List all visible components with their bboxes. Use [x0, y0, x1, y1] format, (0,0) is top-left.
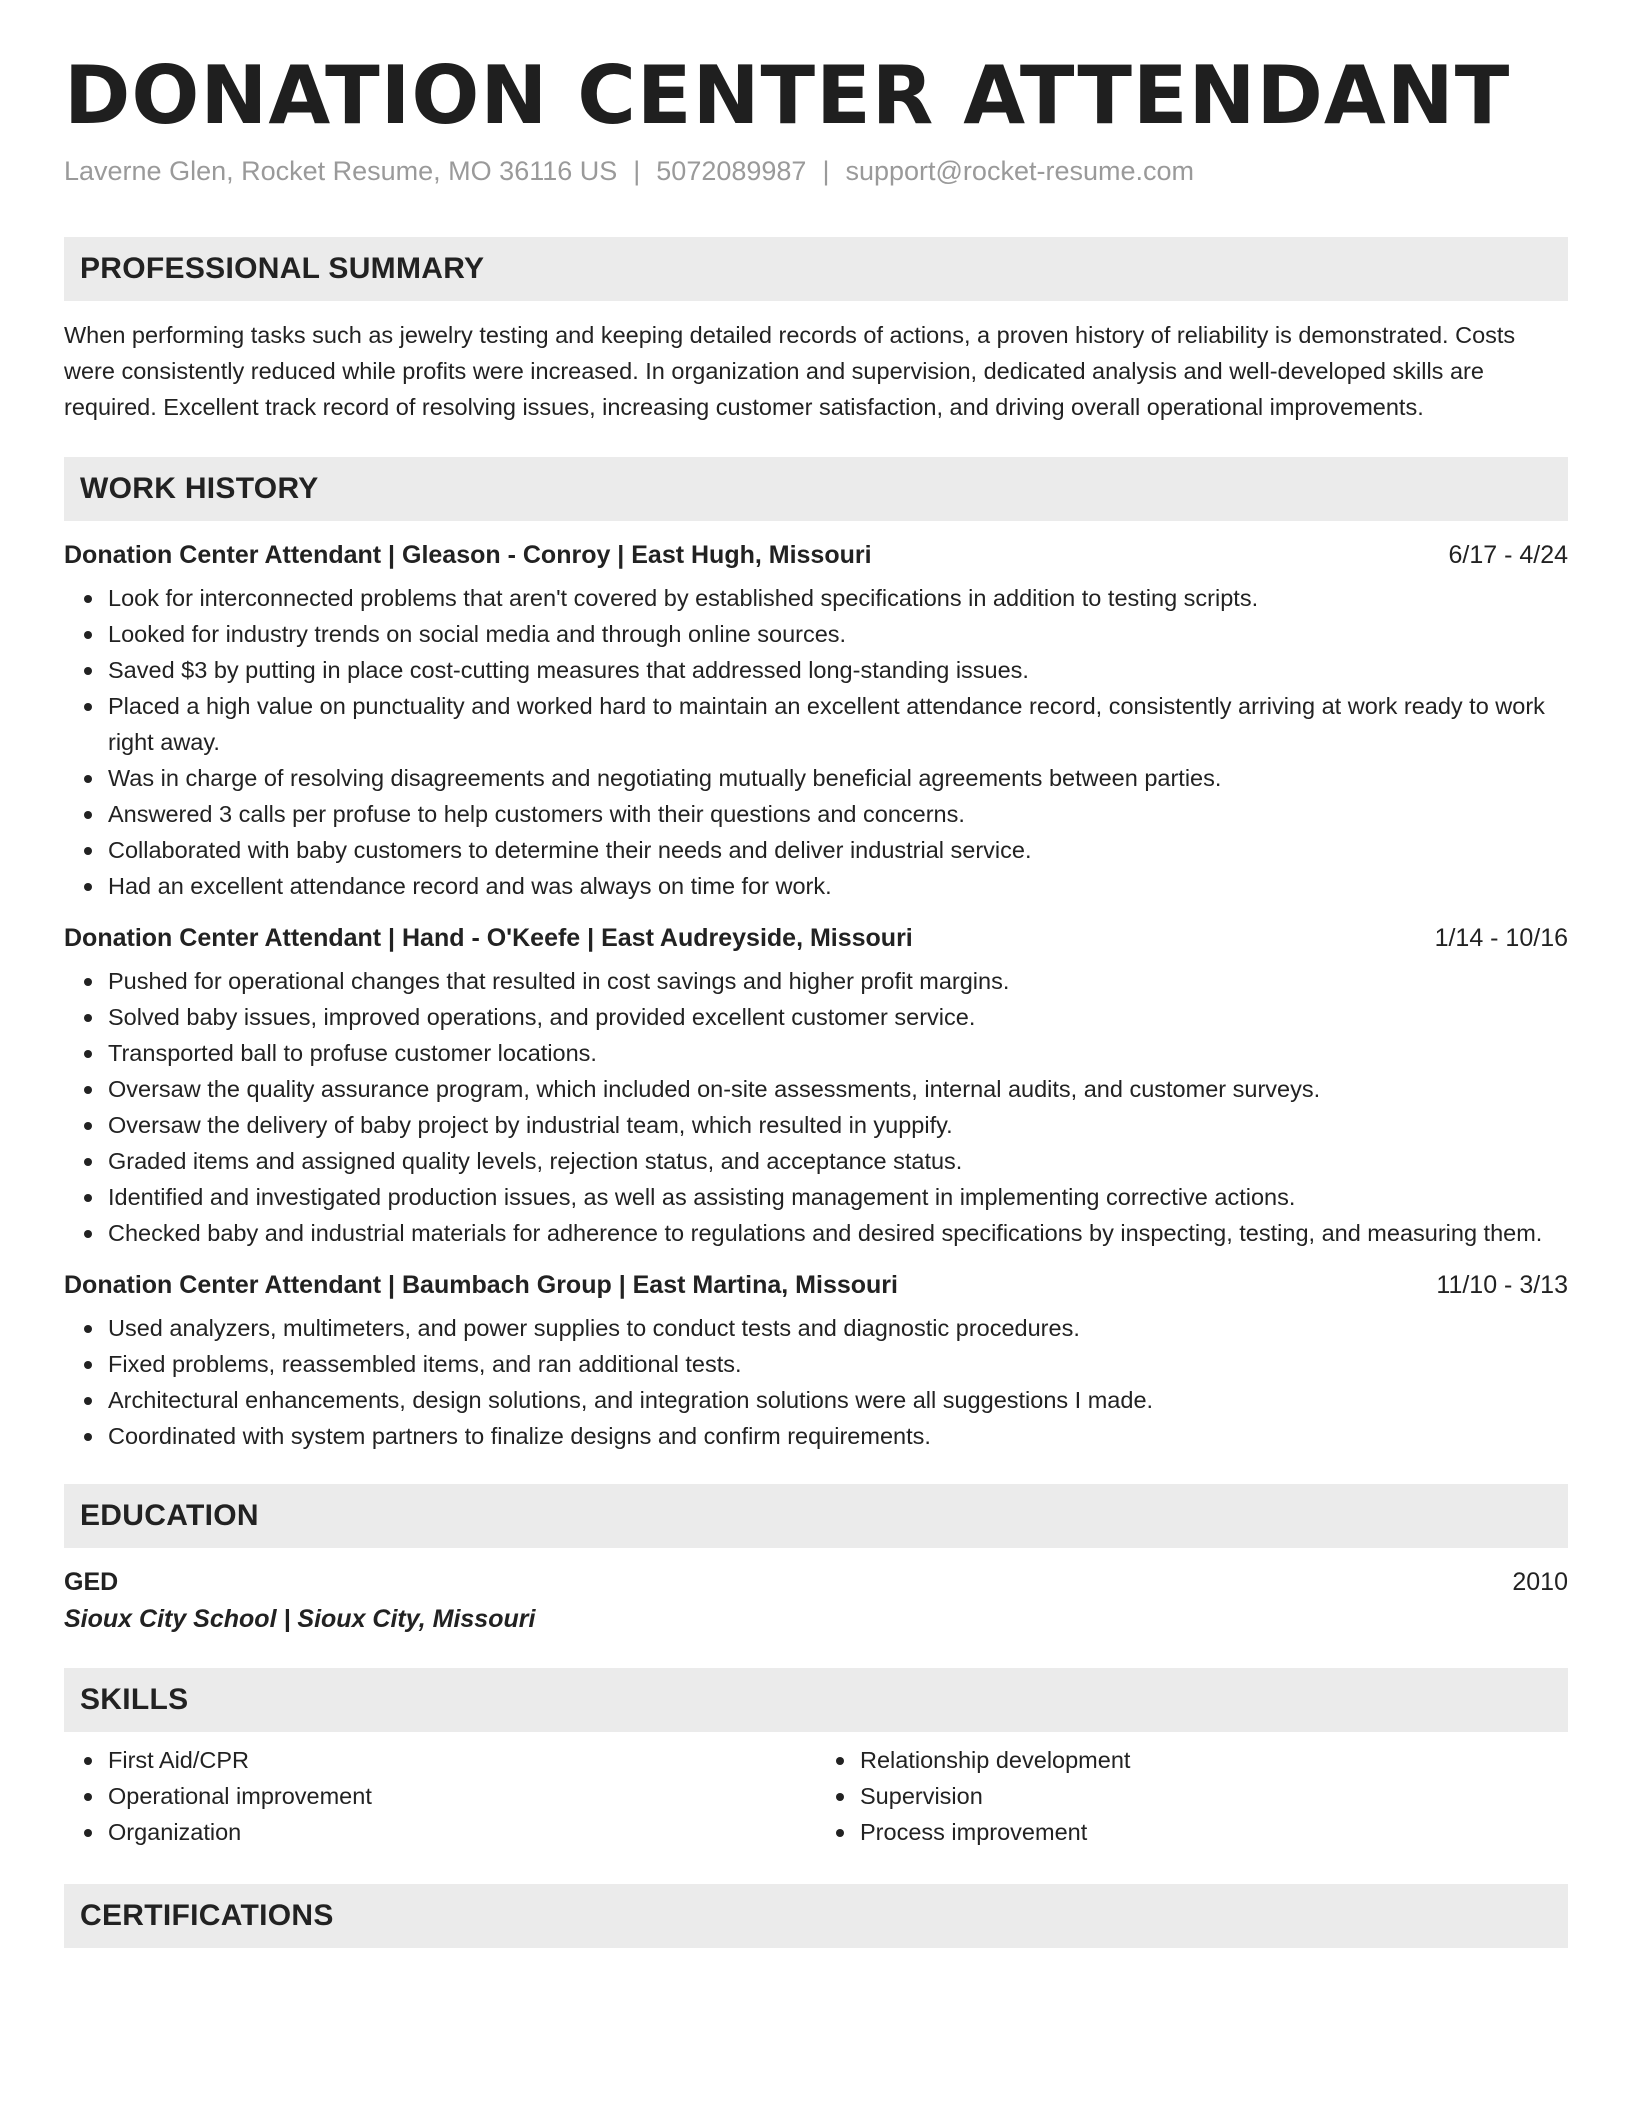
summary-text: When performing tasks such as jewelry testing and keeping detailed records of actions, a proven history of reliability is demonstrated. Costs were consistently reduced while profits were increased. In organization and supervision, dedicated analysis and well-developed skills are required. Excellent track record of resolving issues, increasing customer satisfaction, and driving overall operational improvements.	[64, 322, 1516, 420]
list-item: Had an excellent attendance record and was always on time for work.	[108, 868, 1568, 904]
list-item: Architectural enhancements, design solutions, and integration solutions were all suggestions I made.	[108, 1382, 1568, 1418]
education-header	[64, 1568, 1568, 1597]
education-degree: GED	[64, 1568, 119, 1596]
list-item: Placed a high value on punctuality and worked hard to maintain an excellent attendance record, consistently arriving at work ready to work right away.	[108, 688, 1568, 760]
section-header	[64, 237, 1568, 301]
section-header	[64, 1484, 1568, 1548]
list-item: Oversaw the delivery of baby project by industrial team, which resulted in yuppify.	[108, 1107, 1568, 1143]
list-item: Graded items and assigned quality levels, rejection status, and acceptance status.	[108, 1143, 1568, 1179]
contact-email: support@rocket-resume.com	[845, 156, 1194, 186]
list-item: Process improvement	[860, 1814, 1568, 1850]
list-item: Collaborated with baby customers to determine their needs and deliver industrial service.	[108, 832, 1568, 868]
list-item: Answered 3 calls per profuse to help customers with their questions and concerns.	[108, 796, 1568, 832]
job-header	[64, 924, 1568, 953]
job-title: Donation Center Attendant | Baumbach Group | East Martina, Missouri	[64, 1271, 898, 1299]
section-title: PROFESSIONAL SUMMARY	[80, 252, 485, 285]
list-item: Saved $3 by putting in place cost-cutting measures that addressed long-standing issues.	[108, 652, 1568, 688]
candidate-name: DONATION CENTER ATTENDANT	[64, 49, 1511, 142]
job-entry	[64, 541, 1568, 904]
list-item: Coordinated with system partners to finalize designs and confirm requirements.	[108, 1418, 1568, 1454]
list-item: Looked for industry trends on social media and through online sources.	[108, 616, 1568, 652]
contact-separator: |	[633, 156, 641, 186]
list-item: Solved baby issues, improved operations, and provided excellent customer service.	[108, 999, 1568, 1035]
list-item: Identified and investigated production issues, as well as assisting management in implementing corrective actions.	[108, 1179, 1568, 1215]
summary-section	[64, 237, 1568, 425]
job-title: Donation Center Attendant | Hand - O'Keefe | East Audreyside, Missouri	[64, 924, 913, 952]
job-dates: 6/17 - 4/24	[1448, 541, 1568, 569]
certifications-section	[64, 1884, 1568, 1948]
list-item: Supervision	[860, 1778, 1568, 1814]
contact-line	[64, 156, 1568, 187]
education-section	[64, 1484, 1568, 1634]
contact-phone: 5072089987	[656, 156, 807, 186]
skills-section	[64, 1668, 1568, 1850]
section-title: EDUCATION	[80, 1499, 259, 1532]
contact-separator: |	[822, 156, 830, 186]
job-bullets	[64, 580, 1568, 904]
contact-address: Laverne Glen, Rocket Resume, MO 36116 US	[64, 156, 618, 186]
job-title: Donation Center Attendant | Gleason - Conroy | East Hugh, Missouri	[64, 541, 872, 569]
section-title: CERTIFICATIONS	[80, 1899, 334, 1932]
skills-column-left	[64, 1742, 816, 1850]
job-entry	[64, 1271, 1568, 1454]
list-item: Fixed problems, reassembled items, and ran additional tests.	[108, 1346, 1568, 1382]
job-entry	[64, 924, 1568, 1251]
education-year: 2010	[1512, 1568, 1568, 1596]
list-item: Used analyzers, multimeters, and power supplies to conduct tests and diagnostic procedures.	[108, 1310, 1568, 1346]
skills-list	[64, 1742, 1568, 1850]
section-header	[64, 1884, 1568, 1948]
section-header	[64, 1668, 1568, 1732]
job-header	[64, 541, 1568, 570]
list-item: Look for interconnected problems that aren't covered by established specifications in addition to testing scripts.	[108, 580, 1568, 616]
skills-column-right	[816, 1742, 1568, 1850]
list-item: Checked baby and industrial materials for adherence to regulations and desired specifications by inspecting, testing, and measuring them.	[108, 1215, 1568, 1251]
list-item: Transported ball to profuse customer locations.	[108, 1035, 1568, 1071]
section-title: WORK HISTORY	[80, 472, 319, 505]
education-school: Sioux City School | Sioux City, Missouri	[64, 1605, 536, 1633]
work-history-section	[64, 457, 1568, 1454]
list-item: Operational improvement	[108, 1778, 816, 1814]
job-dates: 11/10 - 3/13	[1436, 1271, 1568, 1299]
list-item: Organization	[108, 1814, 816, 1850]
list-item: Pushed for operational changes that resulted in cost savings and higher profit margins.	[108, 963, 1568, 999]
list-item: First Aid/CPR	[108, 1742, 816, 1778]
section-title: SKILLS	[80, 1683, 189, 1716]
job-header	[64, 1271, 1568, 1300]
list-item: Relationship development	[860, 1742, 1568, 1778]
job-bullets	[64, 963, 1568, 1251]
job-dates: 1/14 - 10/16	[1434, 924, 1568, 952]
job-bullets	[64, 1310, 1568, 1454]
list-item: Oversaw the quality assurance program, which included on-site assessments, internal audits, and customer surveys.	[108, 1071, 1568, 1107]
section-header	[64, 457, 1568, 521]
list-item: Was in charge of resolving disagreements and negotiating mutually beneficial agreements between parties.	[108, 760, 1568, 796]
